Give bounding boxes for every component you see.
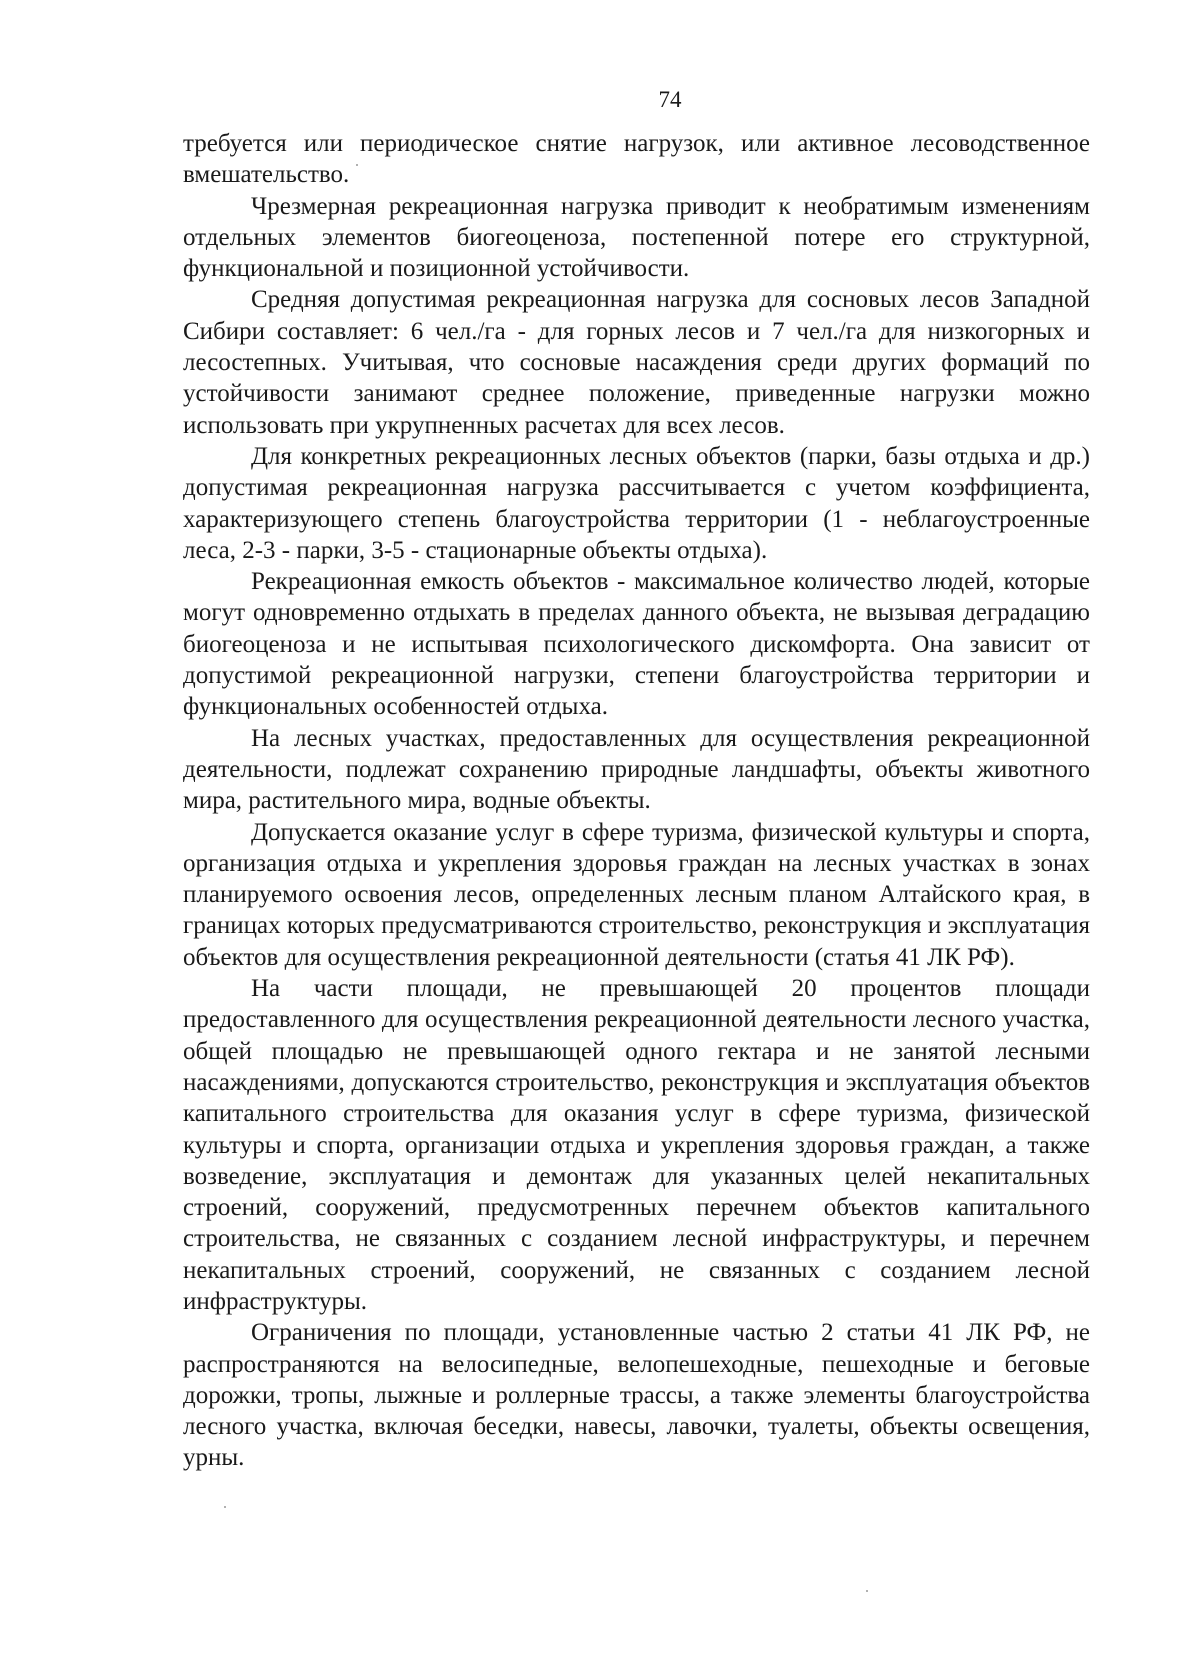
page-number: 74 — [658, 87, 682, 112]
paragraph-continuation: требуется или периодическое снятие нагрузок, или активное лесоводственное вмешательство. — [183, 130, 1090, 189]
paragraph-recreational-capacity: Рекреационная емкость объектов - максимальное количество людей, которые могут одновременно отдыхать в пределах данного объекта, не вызывая деградацию биогеоценоза и не испытывая психологического дискомфорта. Она зависит от допустимой рекреационной нагрузки, степени благоустройства территории и функциональных особенностей отдыха. — [183, 568, 1090, 721]
paragraph-preservation: На лесных участках, предоставленных для осуществления рекреационной деятельности, подлежат сохранению природные ландшафты, объекты животного мира, растительного мира, водные объекты. — [183, 724, 1090, 815]
scan-speck — [356, 164, 358, 166]
paragraph-excessive-load: Чрезмерная рекреационная нагрузка приводит к необратимым изменениям отдельных элементов биогеоценоза, постепенной потере его структурной, функциональной и позиционной устойчивости. — [183, 192, 1090, 283]
paragraph-average-load: Средняя допустимая рекреационная нагрузка для сосновых лесов Западной Сибири составляет: 6 чел./га - для горных лесов и 7 чел./га для низкогорных и лесостепных. Учитывая, что сосновые насаждения среди других формаций по устойчивости занимают среднее положение, приведенные нагрузки можно использовать при укрупненных расчетах для всех лесов. — [183, 286, 1090, 439]
paragraph-services-allowed: Допускается оказание услуг в сфере туризма, физической культуры и спорта, организация отдыха и укрепления здоровья граждан на лесных участках в зонах планируемого освоения лесов, определенных лесным планом Алтайского края, в границах которых предусматриваются строительство, реконструкция и эксплуатация объектов для осуществления рекреационной деятельности (статья 41 ЛК РФ). — [183, 818, 1090, 971]
paragraph-area-restrictions: Ограничения по площади, установленные частью 2 статьи 41 ЛК РФ, не распространяются на велосипедные, велопешеходные, пешеходные и беговые дорожки, тропы, лыжные и роллерные трассы, а также элементы благоустройства лесного участка, включая беседки, навесы, лавочки, туалеты, объекты освещения, урны. — [183, 1319, 1090, 1472]
document-body — [183, 128, 1090, 1474]
paragraph-specific-objects: Для конкретных рекреационных лесных объектов (парки, базы отдыха и др.) допустимая рекреационная нагрузка рассчитывается с учетом коэффициента, характеризующего степень благоустройства территории (1 - неблагоустроенные леса, 2-3 - парки, 3-5 - стационарные объекты отдыха). — [183, 442, 1090, 564]
paragraph-capital-construction: На части площади, не превышающей 20 процентов площади предоставленного для осуществления рекреационной деятельности лесного участка, общей площадью не превышающей одного гектара и не занятой лесными насаждениями, допускаются строительство, реконструкция и эксплуатация объектов капитального строительства для оказания услуг в сфере туризма, физической культуры и спорта, организации отдыха и укрепления здоровья граждан, а также возведение, эксплуатация и демонтаж для указанных целей некапитальных строений, сооружений, предусмотренных перечнем объектов капитального строительства, не связанных с созданием лесной инфраструктуры, и перечнем некапитальных строений, сооружений, не связанных с созданием лесной инфраструктуры. — [183, 975, 1090, 1315]
scan-speck — [224, 1506, 226, 1508]
scan-speck — [866, 1590, 868, 1592]
